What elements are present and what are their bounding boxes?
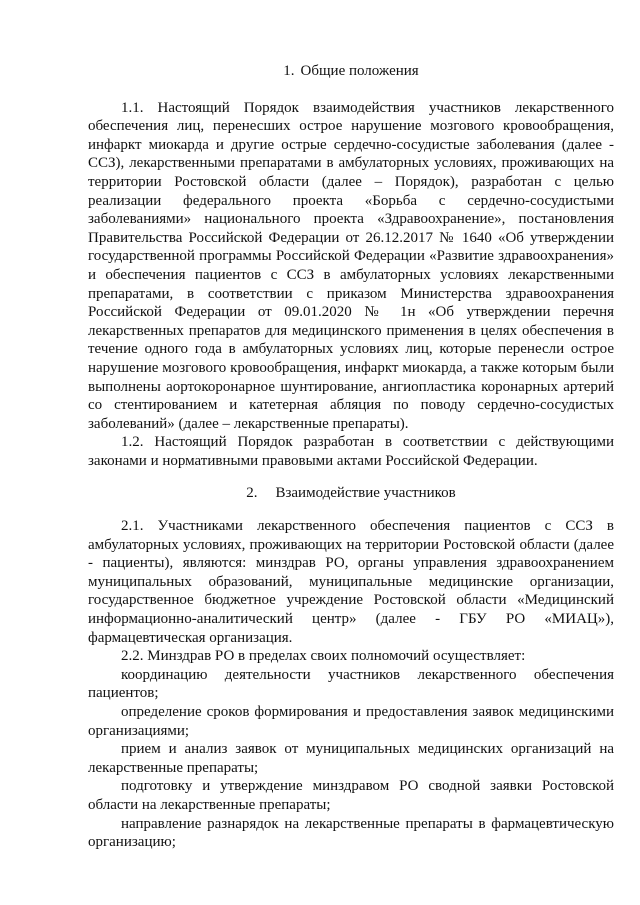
section-1-number: 1. — [283, 63, 295, 79]
section-2-heading — [88, 484, 614, 503]
list-item-summary-request: подготовку и утверждение минздравом РО сводной заявки Ростовской области на лекарственные препараты; — [88, 778, 614, 813]
spacer — [88, 503, 614, 517]
section-1-title: Общие положения — [300, 63, 419, 79]
list-item-coordination: координацию деятельности участников лекарственного обеспечения пациентов; — [88, 666, 614, 702]
spacer — [88, 470, 614, 484]
list-item-allocation: направление разнарядок на лекарственные препараты в фармацевтическую организацию; — [88, 815, 614, 851]
paragraph-1-2: 1.2. Настоящий Порядок разработан в соответствии с действующими законами и нормативными правовыми актами Российской Федерации. — [88, 434, 614, 469]
list-item-requests: прием и анализ заявок от муниципальных медицинских организаций на лекарственные препараты; — [88, 741, 614, 776]
section-2-number: 2. — [246, 485, 258, 502]
spacer — [88, 81, 614, 99]
paragraph-1-1: 1.1. Настоящий Порядок взаимодействия участников лекарственного обеспечения лиц, перенесших острое нарушение мозгового кровообращения, инфаркт миокарда и другие острые сердечно-сосудистые заболевания (далее - ССЗ), лекарственными препаратами в амбулаторных условиях, проживающих на территории Ростовской области (далее – Порядок), разработан с целью реализации федерального проекта «Борьба с сердечно-сосудистыми заболеваниями» национального проекта «Здравоохранение», постановления Правительства Российской Федерации от 26.12.2017 № 1640 «Об утверждении государственной программы Российской Федерации «Развитие здравоохранения» и обеспечения пациентов с ССЗ в амбулаторных условиях лекарственными препаратами, в соответствии с приказом Министерства здравоохранения Российской Федерации от 09.01.2020 № 1н «Об утверждении перечня лекарственных препаратов для медицинского применения в целях обеспечения в течение одного года в амбулаторных условиях лиц, которые перенесли острое нарушение мозгового кровообращения, инфаркт миокарда, а также которым были выполнены аортокоронарное шунтирование, ангиопластика коронарных артерий со стентированием и катетерная абляция по поводу сердечно-сосудистых заболеваний» (далее – лекарственные препараты). — [88, 99, 614, 432]
paragraph-2-2: 2.2. Минздрав РО в пределах своих полномочий осуществляет: — [121, 648, 526, 665]
section-1-heading — [88, 62, 614, 81]
paragraph-2-1: 2.1. Участниками лекарственного обеспечения пациентов с ССЗ в амбулаторных условиях, проживающих на территории Ростовской области (далее - пациенты), являются: минздрав РО, органы управления здравоохранением муниципальных образований, муниципальные медицинские организации, государственное бюджетное учреждение Ростовской области «Медицинский информационно-аналитический центр» (далее - ГБУ РО «МИАЦ»), фармацевтическая организация. — [88, 518, 614, 646]
document-body — [88, 62, 614, 852]
list-item-deadlines: определение сроков формирования и предоставления заявок медицинскими организациями; — [88, 704, 614, 739]
section-2-title: Взаимодействие участников — [275, 485, 456, 502]
